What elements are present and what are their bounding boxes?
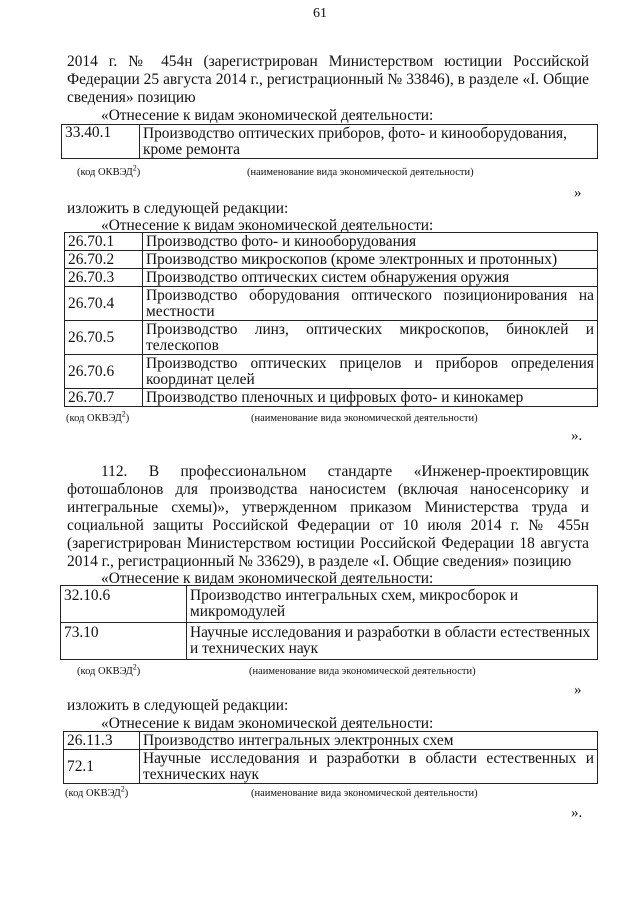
block1-intro: «Отнесение к видам экономической деятельности: [101,107,434,124]
activity-name: Производство оптических приборов, фото- и кинооборудования, кроме ремонта [140,125,598,159]
okved-code: 26.70.7 [65,389,143,407]
activity-name: Производство линз, оптических микроскопов, биноклей и телескопов [143,321,598,355]
activity-name: Научные исследования и разработки в области естественных и технических наук [187,623,598,660]
okved-code: 26.70.4 [65,287,143,321]
code-caption: (код ОКВЭД$^2$) [77,163,141,178]
activity-name: Производство фото- и кинооборудования [143,233,598,251]
table-row [62,125,598,159]
block3-captions [77,663,597,677]
name-caption: (наименование вида экономической деятельности) [251,413,478,424]
para112-line2: фотошаблонов для производства наносистем (включая наносенсорику и [67,481,589,498]
activity-name: Производство оптических прицелов и приборов определения координат целей [143,355,598,389]
replace2-text: изложить в следующей редакции: [67,697,289,714]
table-row [61,623,598,660]
para112-line1: 112. В профессиональном стандарте «Инженер-проектировщик [101,463,589,480]
code-caption: (код ОКВЭД$^2$) [66,409,130,424]
block4-close-quote: ». [571,805,583,821]
okved-code: 32.10.6 [61,586,187,623]
block1-captions [77,164,577,178]
name-caption: (наименование вида экономической деятельности) [249,666,476,677]
page-number: 61 [313,6,327,21]
block3-close-quote: » [574,682,582,698]
okved-code: 26.70.5 [65,321,143,355]
okved-code: 73.10 [61,623,187,660]
block2-intro: «Отнесение к видам экономической деятельности: [101,217,434,234]
para1-line2: Федерации 25 августа 2014 г., регистрационный № 33846), в разделе «I. Общие [67,71,589,88]
okved-code: 26.70.1 [65,233,143,251]
block1-table [61,124,598,159]
block1-close-quote: » [574,185,582,201]
block2-close-quote: ». [571,428,583,444]
table-row [65,251,598,269]
block4-intro: «Отнесение к видам экономической деятельности: [101,715,434,732]
block2-captions [66,410,586,424]
okved-code: 26.70.2 [65,251,143,269]
activity-name: Производство микроскопов (кроме электронных и протонных) [143,251,598,269]
activity-name: Производство пленочных и цифровых фото- и кинокамер [143,389,598,407]
block4-captions [65,785,585,799]
para1-line1: 2014 г. № 454н (зарегистрирован Министерством юстиции Российской [67,53,589,70]
okved-code: 26.70.6 [65,355,143,389]
okved-code: 72.1 [64,750,140,784]
replace1-text: изложить в следующей редакции: [67,200,289,217]
para1-line3: сведения» позицию [67,89,196,106]
table-row [65,389,598,407]
okved-code: 33.40.1 [62,125,140,159]
table-row [65,269,598,287]
block4-table [63,731,598,784]
block2-table [64,232,598,407]
para112-line4: социальной защиты Российской Федерации от 10 июля 2014 г. № 455н [67,517,589,534]
name-caption: (наименование вида экономической деятельности) [251,788,478,799]
code-caption: (код ОКВЭД$^2$) [65,784,129,799]
table-row [65,321,598,355]
okved-code: 26.70.3 [65,269,143,287]
table-row [65,233,598,251]
name-caption: (наименование вида экономической деятельности) [247,167,474,178]
activity-name: Научные исследования и разработки в области естественных и технических наук [140,750,598,784]
block3-intro: «Отнесение к видам экономической деятельности: [101,570,434,587]
table-row [61,586,598,623]
activity-name: Производство оборудования оптического позиционирования на местности [143,287,598,321]
code-caption: (код ОКВЭД$^2$) [77,662,141,677]
activity-name: Производство оптических систем обнаружения оружия [143,269,598,287]
okved-code: 26.11.3 [64,732,140,750]
para112-line5: (зарегистрирован Министерством юстиции Российской Федерации 18 августа [67,535,589,552]
para112-line6: 2014 г., регистрационный № 33629), в разделе «I. Общие сведения» позицию [67,553,572,570]
table-row [65,287,598,321]
table-row [64,732,598,750]
activity-name: Производство интегральных схем, микросборок и микромодулей [187,586,598,623]
activity-name: Производство интегральных электронных схем [140,732,598,750]
para112-line3: интегральные схемы)», утвержденном приказом Министерства труда и [67,499,589,516]
table-row [64,750,598,784]
table-row [65,355,598,389]
block3-table [60,585,598,660]
